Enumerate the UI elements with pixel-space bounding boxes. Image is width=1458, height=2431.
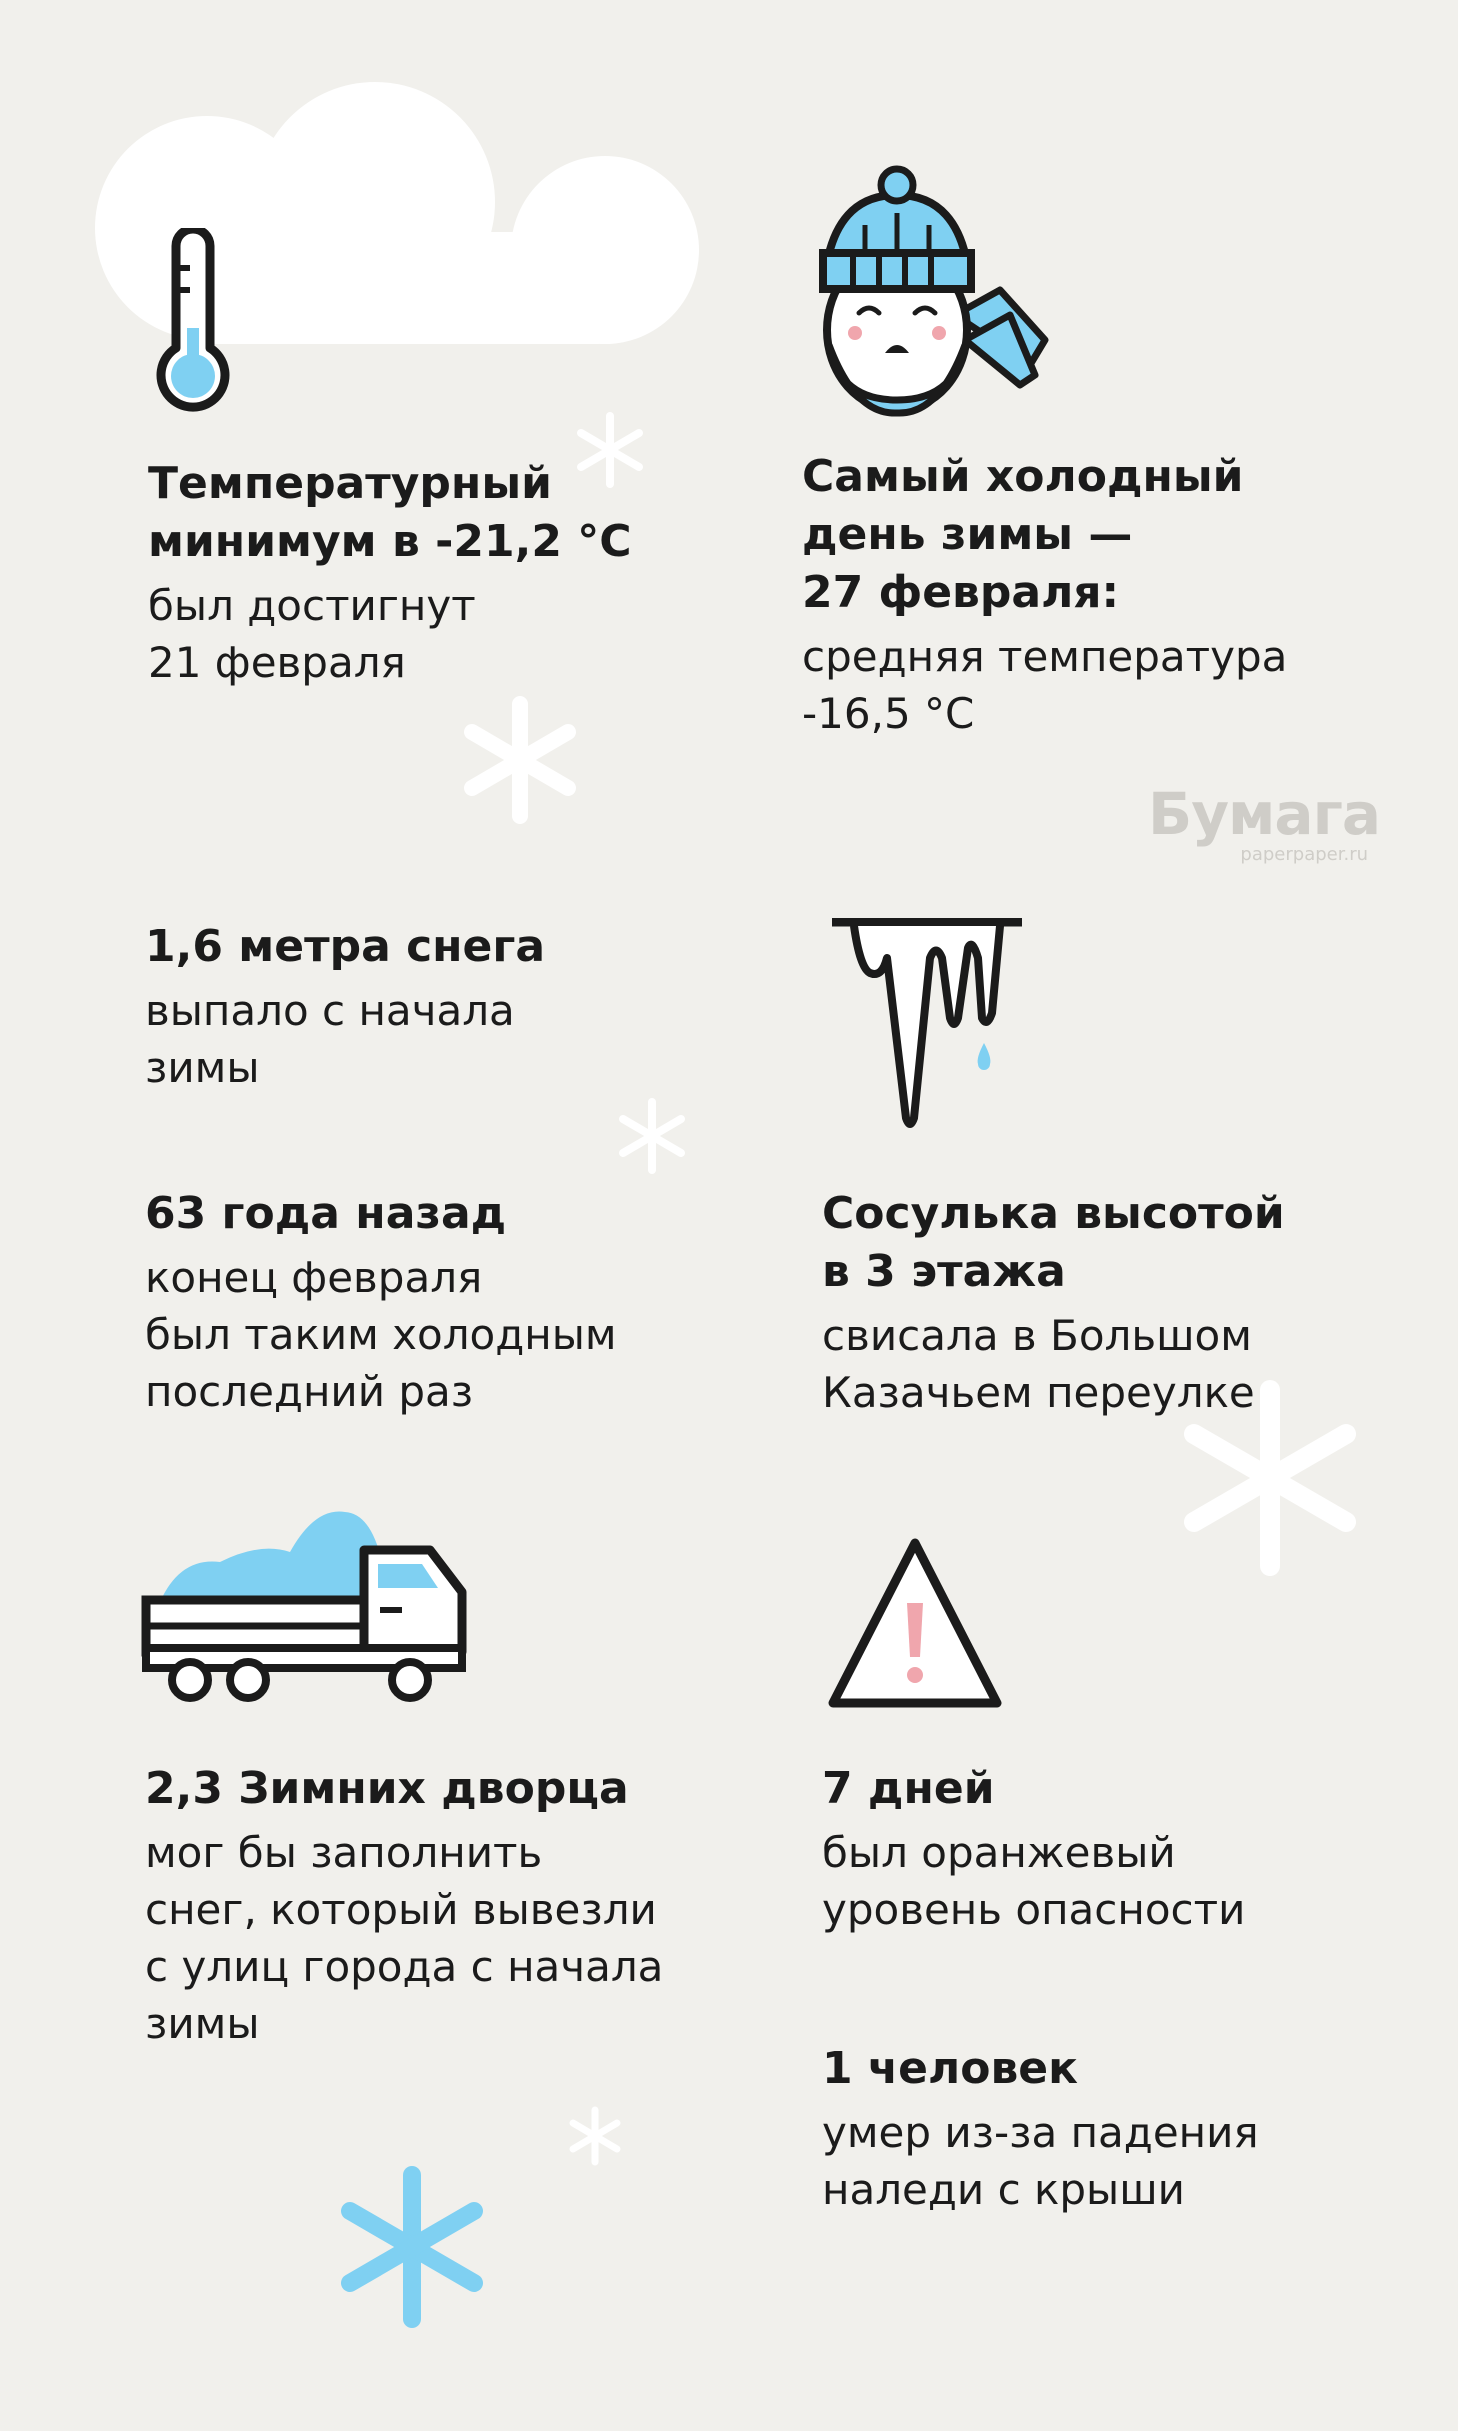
fact-title: Температурный минимум в -21,2 °С — [148, 458, 632, 567]
fact-temperature-minimum — [148, 455, 708, 691]
fact-snowfall — [145, 918, 705, 1096]
snowflake-icon — [565, 2106, 625, 2166]
thermometer-icon — [148, 228, 238, 414]
fact-winter-palaces — [145, 1760, 745, 2052]
fact-63-years — [145, 1185, 745, 1420]
warning-icon — [825, 1535, 1005, 1710]
fact-body: выпало с начала зимы — [145, 986, 515, 1092]
fact-body: свисала в Большом Казачьем переулке — [822, 1311, 1255, 1417]
logo-site: paperpaper.ru — [1240, 844, 1368, 865]
snow-truck-icon — [140, 1502, 470, 1712]
brand-logo — [1148, 780, 1381, 865]
fact-body: конец февраля был таким холодным последний раз — [145, 1253, 617, 1416]
fact-body: был достигнут 21 февраля — [148, 581, 476, 687]
fact-body: мог бы заполнить снег, который вывезли с улиц города с начала зимы — [145, 1828, 664, 2048]
fact-title: 63 года назад — [145, 1188, 507, 1239]
fact-orange-danger — [822, 1760, 1382, 1938]
cold-person-icon — [815, 165, 1055, 425]
snowflake-icon — [455, 695, 585, 825]
icicle-icon — [832, 918, 1022, 1133]
fact-coldest-day — [802, 448, 1362, 742]
snowflake-icon — [612, 1096, 692, 1176]
fact-one-person — [822, 2040, 1382, 2218]
fact-body: умер из-за падения наледи с крыши — [822, 2108, 1259, 2214]
snowflake-icon — [330, 2165, 495, 2330]
fact-title: 2,3 Зимних дворца — [145, 1763, 629, 1814]
fact-body: средняя температура -16,5 °С — [802, 632, 1288, 738]
fact-body: был оранжевый уровень опасности — [822, 1828, 1246, 1934]
fact-title: Самый холодный день зимы — 27 февраля: — [802, 451, 1244, 618]
fact-title: 1,6 метра снега — [145, 921, 546, 972]
fact-title: 7 дней — [822, 1763, 995, 1814]
logo-name: Бумага — [1148, 780, 1381, 848]
fact-title: Сосулька высотой в 3 этажа — [822, 1188, 1285, 1297]
fact-title: 1 человек — [822, 2043, 1078, 2094]
fact-icicle — [822, 1185, 1382, 1421]
